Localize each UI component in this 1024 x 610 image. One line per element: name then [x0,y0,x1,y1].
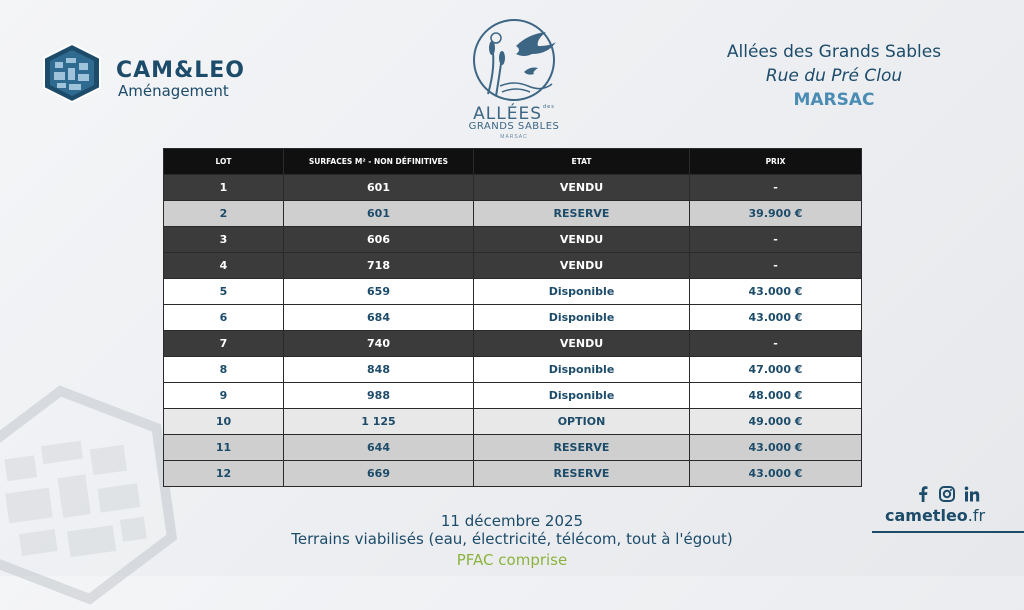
surface-cell: 606 [284,227,474,253]
prix-cell: 47.000 € [690,357,862,383]
etat-cell: OPTION [474,409,690,435]
table-row [164,305,862,331]
footer-date: 11 décembre 2025 [440,512,584,530]
prix-cell: 48.000 € [690,383,862,409]
table-row [164,279,862,305]
website-underline [872,531,1024,533]
prix-cell: 43.000 € [690,435,862,461]
header-prix: PRIX [690,149,862,175]
brand-subtitle: Aménagement [118,82,229,100]
header-etat: ETAT [474,149,690,175]
facebook-icon[interactable] [918,486,928,507]
website-link[interactable] [885,506,985,525]
etat-cell: RESERVE [474,201,690,227]
heron-bird-icon [466,16,562,104]
lot-cell: 2 [164,201,284,227]
prix-cell: 43.000 € [690,461,862,487]
table-row [164,383,862,409]
lot-cell: 12 [164,461,284,487]
etat-cell: Disponible [474,305,690,331]
surface-cell: 669 [284,461,474,487]
surface-cell: 988 [284,383,474,409]
table-row [164,435,862,461]
table-row [164,201,862,227]
social-links [912,486,992,506]
table-row [164,461,862,487]
prix-cell: 39.900 € [690,201,862,227]
surface-cell: 659 [284,279,474,305]
surface-cell: 601 [284,201,474,227]
etat-cell: Disponible [474,383,690,409]
logo-word-des: des [543,104,555,110]
table-row [164,409,862,435]
surface-cell: 684 [284,305,474,331]
etat-cell: RESERVE [474,435,690,461]
brand-name: CAM&LEO [116,58,245,83]
etat-cell: VENDU [474,227,690,253]
header-lot: LOT [164,149,284,175]
linkedin-icon[interactable] [964,486,980,507]
lot-cell: 8 [164,357,284,383]
lot-cell: 4 [164,253,284,279]
logo-word-allees: $ALLÉES^{des}$ [473,104,555,124]
surface-cell: 740 [284,331,474,357]
lots-table-body [164,175,862,487]
prix-cell: - [690,175,862,201]
website-tld: .fr [967,506,986,525]
prix-cell: 49.000 € [690,409,862,435]
address-line-2: Rue du Pré Clou [765,66,903,86]
lot-cell: 11 [164,435,284,461]
footer-terrains: Terrains viabilisés (eau, électricité, télécom, tout à l'égout) [291,530,733,548]
prix-cell: 43.000 € [690,279,862,305]
prix-cell: - [690,227,862,253]
camleo-logo-icon [40,42,104,104]
prix-cell: 43.000 € [690,305,862,331]
table-row [164,175,862,201]
address-line-1: Allées des Grands Sables [726,42,942,62]
brand-block [40,42,270,104]
surface-cell: 644 [284,435,474,461]
table-row [164,357,862,383]
instagram-icon[interactable] [939,486,955,507]
etat-cell: Disponible [474,279,690,305]
surface-cell: 848 [284,357,474,383]
lots-table [163,148,862,487]
etat-cell: VENDU [474,253,690,279]
project-address [684,40,984,112]
logo-word-grands-sables: GRANDS SABLES [468,121,560,132]
lot-cell: 6 [164,305,284,331]
address-line-3: MARSAC [793,90,875,110]
lot-cell: 1 [164,175,284,201]
lot-cell: 7 [164,331,284,357]
etat-cell: RESERVE [474,461,690,487]
website-name: cametleo [885,506,968,525]
surface-cell: 718 [284,253,474,279]
prix-cell: - [690,331,862,357]
surface-cell: 601 [284,175,474,201]
footer-pfac: PFAC comprise [456,551,568,569]
table-row [164,227,862,253]
lot-cell: 10 [164,409,284,435]
etat-cell: VENDU [474,175,690,201]
lot-cell: 9 [164,383,284,409]
surface-cell: 1 125 [284,409,474,435]
table-row [164,253,862,279]
table-header-row [164,149,862,175]
lot-cell: 5 [164,279,284,305]
table-row [164,331,862,357]
logo-word-marsac: MARSAC [500,134,528,140]
lot-cell: 3 [164,227,284,253]
project-logo [458,16,570,144]
header-surface: SURFACES M² - NON DÉFINITIVES [284,149,474,175]
prix-cell: - [690,253,862,279]
etat-cell: Disponible [474,357,690,383]
etat-cell: VENDU [474,331,690,357]
